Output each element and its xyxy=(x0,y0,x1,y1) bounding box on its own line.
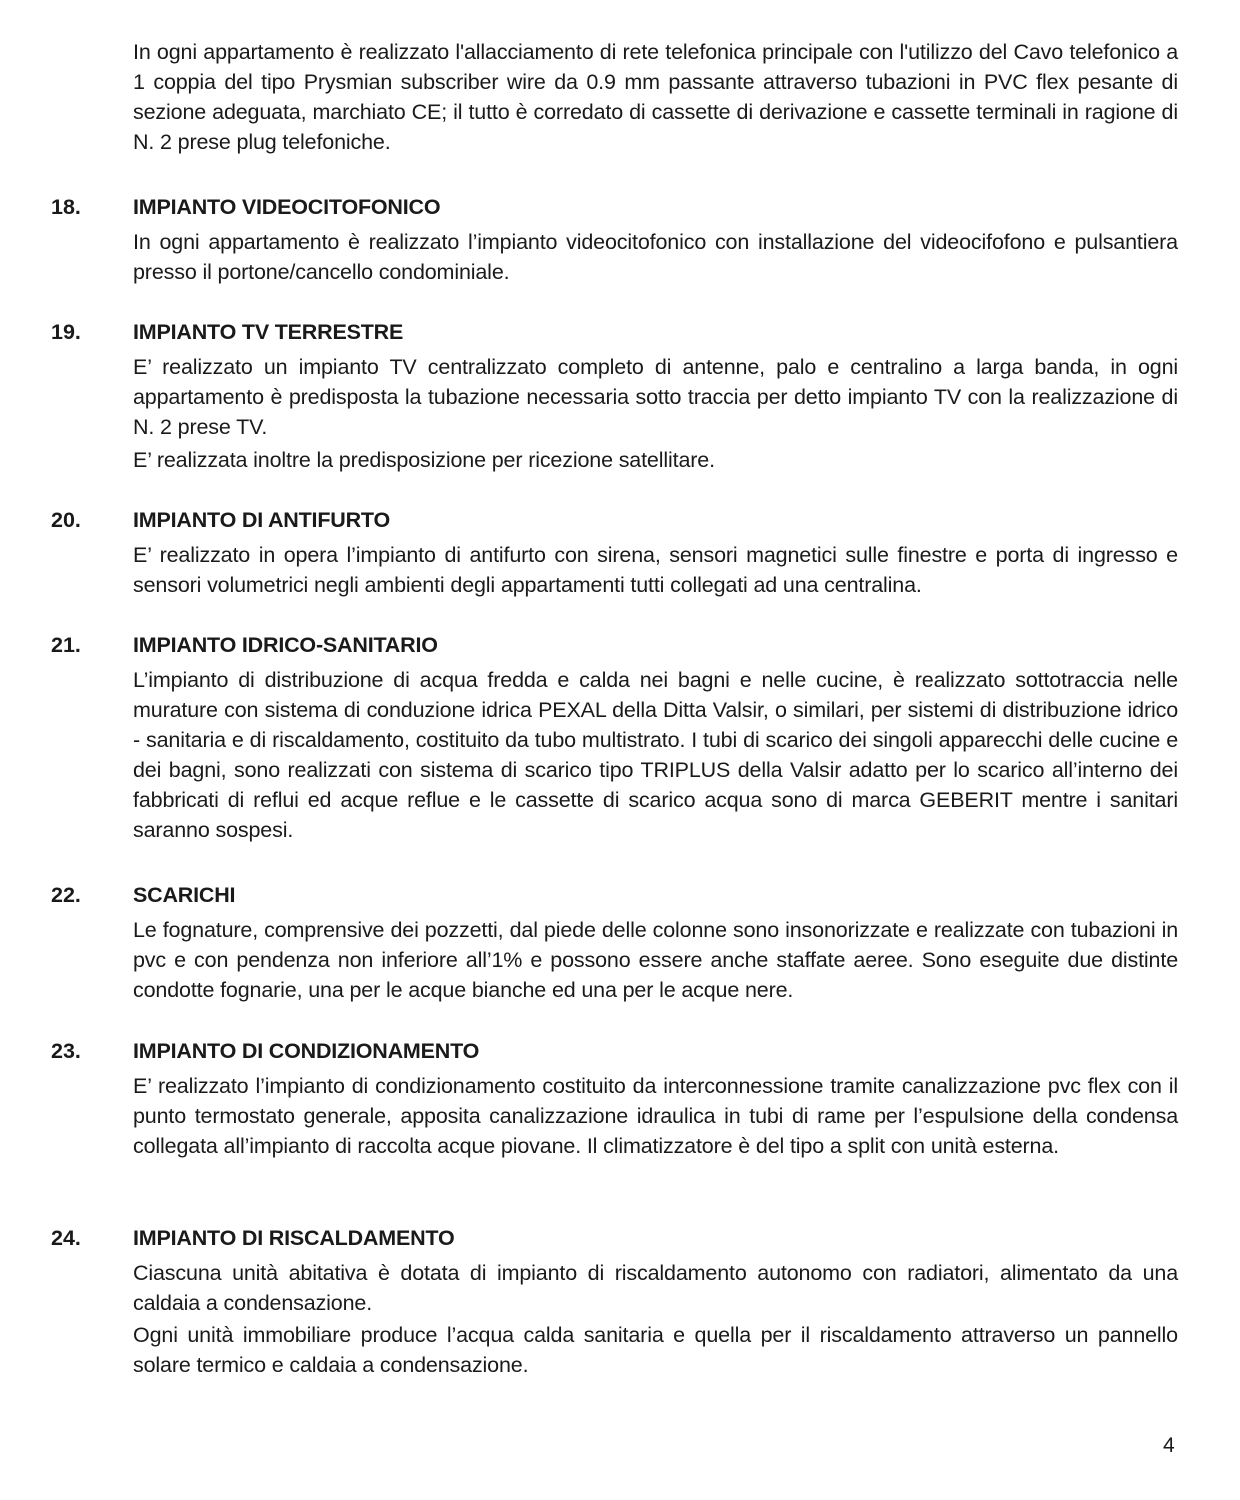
section-20-number: 20. xyxy=(51,508,81,532)
section-21-number: 21. xyxy=(51,633,81,657)
section-22-title: SCARICHI xyxy=(133,883,236,907)
section-22-number: 22. xyxy=(51,883,81,907)
section-23-number: 23. xyxy=(51,1039,81,1063)
section-21-title: IMPIANTO IDRICO-SANITARIO xyxy=(133,633,438,657)
section-18-paragraph: In ogni appartamento è realizzato l’impianto videocitofonico con installazione del videocifofono e pulsantiera presso il portone/cancello condominiale. xyxy=(133,230,1178,284)
section-19-paragraph-1: E’ realizzato un impianto TV centralizzato completo di antenne, palo e centralino a larga banda, in ogni appartamento è predisposta la tubazione necessaria sotto traccia per detto impianto TV con la realizzazione di N. 2 prese TV. xyxy=(133,355,1178,439)
section-18-title: IMPIANTO VIDEOCITOFONICO xyxy=(133,195,441,219)
section-22-paragraph: Le fognature, comprensive dei pozzetti, dal piede delle colonne sono insonorizzate e realizzate con tubazioni in pvc e con pendenza non inferiore all’1% e possono essere anche staffate aeree. Sono eseguite due distinte condotte fognarie, una per le acque bianche ed una per le acque nere. xyxy=(133,918,1178,1002)
section-23-title: IMPIANTO DI CONDIZIONAMENTO xyxy=(133,1039,480,1063)
section-23-paragraph: E’ realizzato l’impianto di condizionamento costituito da interconnessione tramite canalizzazione pvc flex con il punto termostato generale, apposita canalizzazione idraulica in tubi di rame per l’espulsione della condensa collegata all’impianto di raccolta acque piovane. Il climatizzatore è del tipo a split con unità esterna. xyxy=(133,1074,1178,1158)
section-24-paragraph-1: Ciascuna unità abitativa è dotata di impianto di riscaldamento autonomo con radiatori, alimentato da una caldaia a condensazione. xyxy=(133,1261,1178,1315)
section-19-number: 19. xyxy=(51,320,81,344)
section-24-title: IMPIANTO DI RISCALDAMENTO xyxy=(133,1226,455,1250)
section-18-number: 18. xyxy=(51,195,81,219)
section-19-paragraph-2: E’ realizzata inoltre la predisposizione per ricezione satellitare. xyxy=(133,448,715,472)
section-20-paragraph: E’ realizzato in opera l’impianto di antifurto con sirena, sensori magnetici sulle finestre e porta di ingresso e sensori volumetrici negli ambienti degli appartamenti tutti collegati ad una centralina. xyxy=(133,543,1178,597)
section-24-paragraph-2: Ogni unità immobiliare produce l’acqua calda sanitaria e quella per il riscaldamento attraverso un pannello solare termico e caldaia a condensazione. xyxy=(133,1323,1178,1377)
page-number: 4 xyxy=(1163,1434,1175,1457)
section-21-paragraph: L’impianto di distribuzione di acqua fredda e calda nei bagni e nelle cucine, è realizzato sottotraccia nelle murature con sistema di conduzione idrica PEXAL della Ditta Valsir, o similari, per sistemi di distribuzione idrico - sanitaria e di riscaldamento, costituito da tubo multistrato. I tubi di scarico dei singoli apparecchi delle cucine e dei bagni, sono realizzati con sistema di scarico tipo TRIPLUS della Valsir adatto per lo scarico all’interno dei fabbricati di reflui ed acque reflue e le cassette di scarico acqua sono di marca GEBERIT mentre i sanitari saranno sospesi. xyxy=(133,668,1178,842)
section-20-title: IMPIANTO DI ANTIFURTO xyxy=(133,508,390,532)
section-19-title: IMPIANTO TV TERRESTRE xyxy=(133,320,404,344)
section-24-number: 24. xyxy=(51,1226,81,1250)
intro-paragraph: In ogni appartamento è realizzato l'allacciamento di rete telefonica principale con l'utilizzo del Cavo telefonico a 1 coppia del tipo Prysmian subscriber wire da 0.9 mm passante attraverso tubazioni in PVC flex pesante di sezione adeguata, marchiato CE; il tutto è corredato di cassette di derivazione e cassette terminali in ragione di N. 2 prese plug telefoniche. xyxy=(133,40,1178,154)
